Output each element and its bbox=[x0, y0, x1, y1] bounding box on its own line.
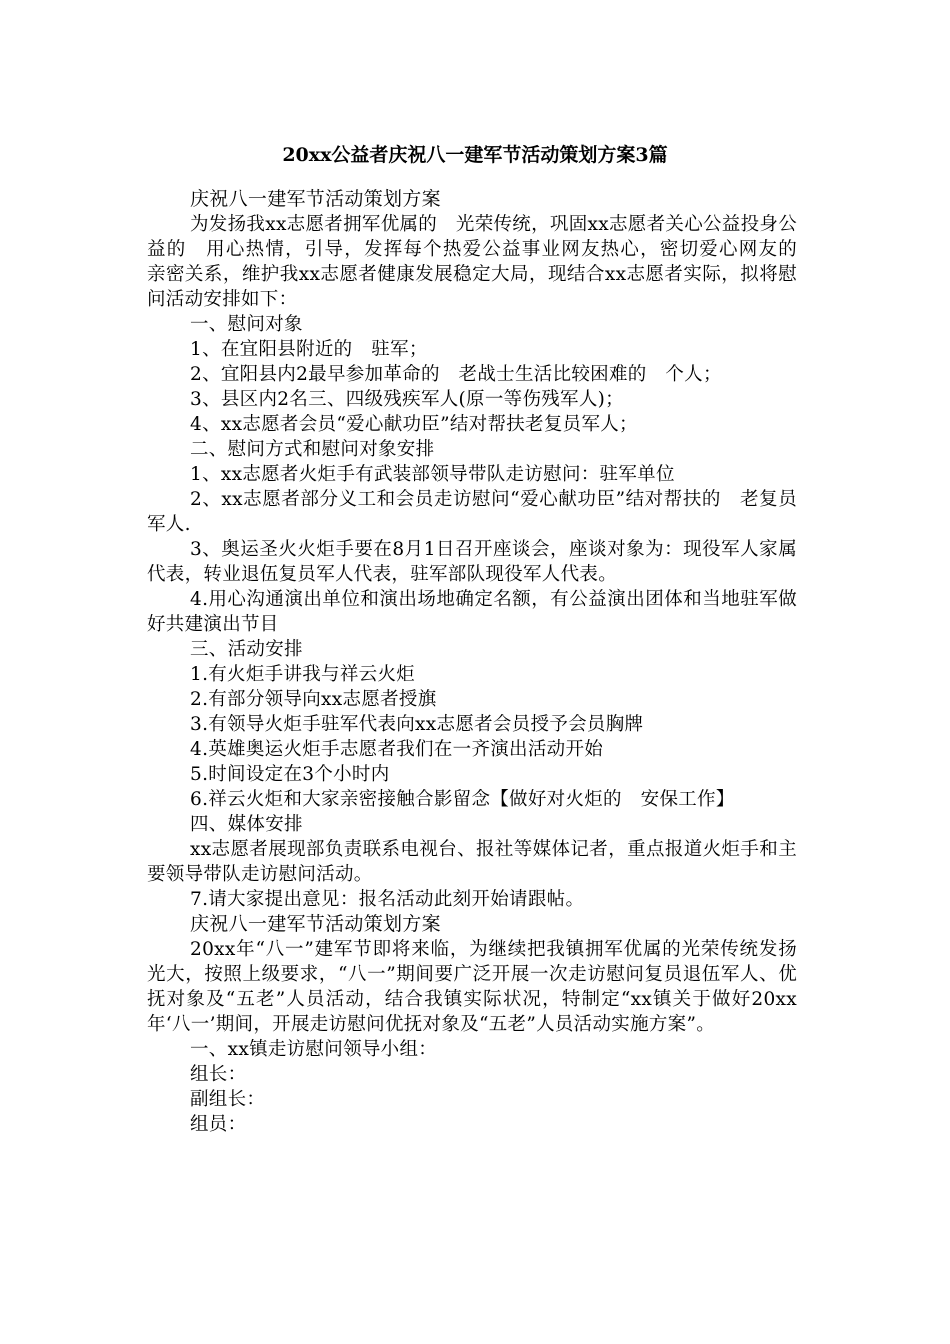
paragraph: 5.时间设定在3个小时内 bbox=[190, 764, 390, 785]
document-body bbox=[147, 187, 816, 1137]
paragraph: 3、奥运圣火火炬手要在8月1日召开座谈会，座谈对象为：现役军人家属代表，转业退伍复员军人代表，驻军部队现役军人代表。 bbox=[147, 539, 797, 585]
document-title: 20xx公益者庆祝八一建军节活动策划方案3篇 bbox=[282, 144, 668, 166]
paragraph: 1、xx志愿者火炬手有武装部领导带队走访慰问：驻军单位 bbox=[190, 464, 675, 485]
paragraph: 1、在宜阳县附近的 驻军； bbox=[190, 339, 428, 360]
paragraph: 20xx年“八一”建军节即将来临，为继续把我镇拥军优属的光荣传统发扬光大，按照上级要求，“八一”期间要广泛开展一次走访慰问复员退伍军人、优抚对象及“五老”人员活动，结合我镇实际状况，特制定“xx镇关于做好20xx年‘八一’期间，开展走访慰问优抚对象及“五老”人员活动实施方案”。 bbox=[147, 939, 797, 1035]
paragraph: 3、县区内2名三、四级残疾军人(原一等伤残军人)； bbox=[190, 389, 624, 410]
paragraph: xx志愿者展现部负责联系电视台、报社等媒体记者，重点报道火炬手和主要领导带队走访慰问活动。 bbox=[147, 839, 797, 885]
paragraph: 副组长： bbox=[190, 1089, 266, 1110]
paragraph: 2.有部分领导向xx志愿者授旗 bbox=[190, 689, 437, 710]
paragraph: 4.用心沟通演出单位和演出场地确定名额，有公益演出团体和当地驻军做好共建演出节目 bbox=[147, 589, 797, 635]
paragraph: 6.祥云火炬和大家亲密接触合影留念【做好对火炬的 安保工作】 bbox=[190, 789, 735, 810]
paragraph: 组长： bbox=[190, 1064, 247, 1085]
paragraph: 1.有火炬手讲我与祥云火炬 bbox=[190, 664, 416, 685]
paragraph: 组员： bbox=[190, 1114, 247, 1135]
paragraph: 2、xx志愿者部分义工和会员走访慰问“爱心献功臣”结对帮扶的 老复员军人. bbox=[147, 489, 797, 535]
paragraph: 4.英雄奥运火炬手志愿者我们在一齐演出活动开始 bbox=[190, 739, 604, 760]
section-heading: 庆祝八一建军节活动策划方案 bbox=[190, 188, 441, 210]
paragraph: 一、慰问对象 bbox=[190, 314, 303, 335]
paragraph: 2、宜阳县内2最早参加革命的 老战士生活比较困难的 个人； bbox=[190, 364, 722, 385]
paragraph: 二、慰问方式和慰问对象安排 bbox=[190, 439, 435, 460]
paragraph: 7.请大家提出意见：报名活动此刻开始请跟帖。 bbox=[190, 889, 585, 910]
paragraph: 三、活动安排 bbox=[190, 639, 303, 660]
paragraph: 一、xx镇走访慰问领导小组： bbox=[190, 1039, 438, 1060]
section-heading: 庆祝八一建军节活动策划方案 bbox=[190, 913, 441, 935]
paragraph: 3.有领导火炬手驻军代表向xx志愿者会员授予会员胸牌 bbox=[190, 714, 644, 735]
paragraph: 4、xx志愿者会员“爱心献功臣”结对帮扶老复员军人； bbox=[190, 414, 638, 435]
paragraph: 为发扬我xx志愿者拥军优属的 光荣传统，巩固xx志愿者关心公益投身公益的 用心热情，引导，发挥每个热爱公益事业网友热心，密切爱心网友的 亲密关系，维护我xx志愿者健康发展稳定大局，现结合xx志愿者实际，拟将慰问活动安排如下： bbox=[147, 214, 816, 310]
paragraph: 四、媒体安排 bbox=[190, 814, 303, 835]
